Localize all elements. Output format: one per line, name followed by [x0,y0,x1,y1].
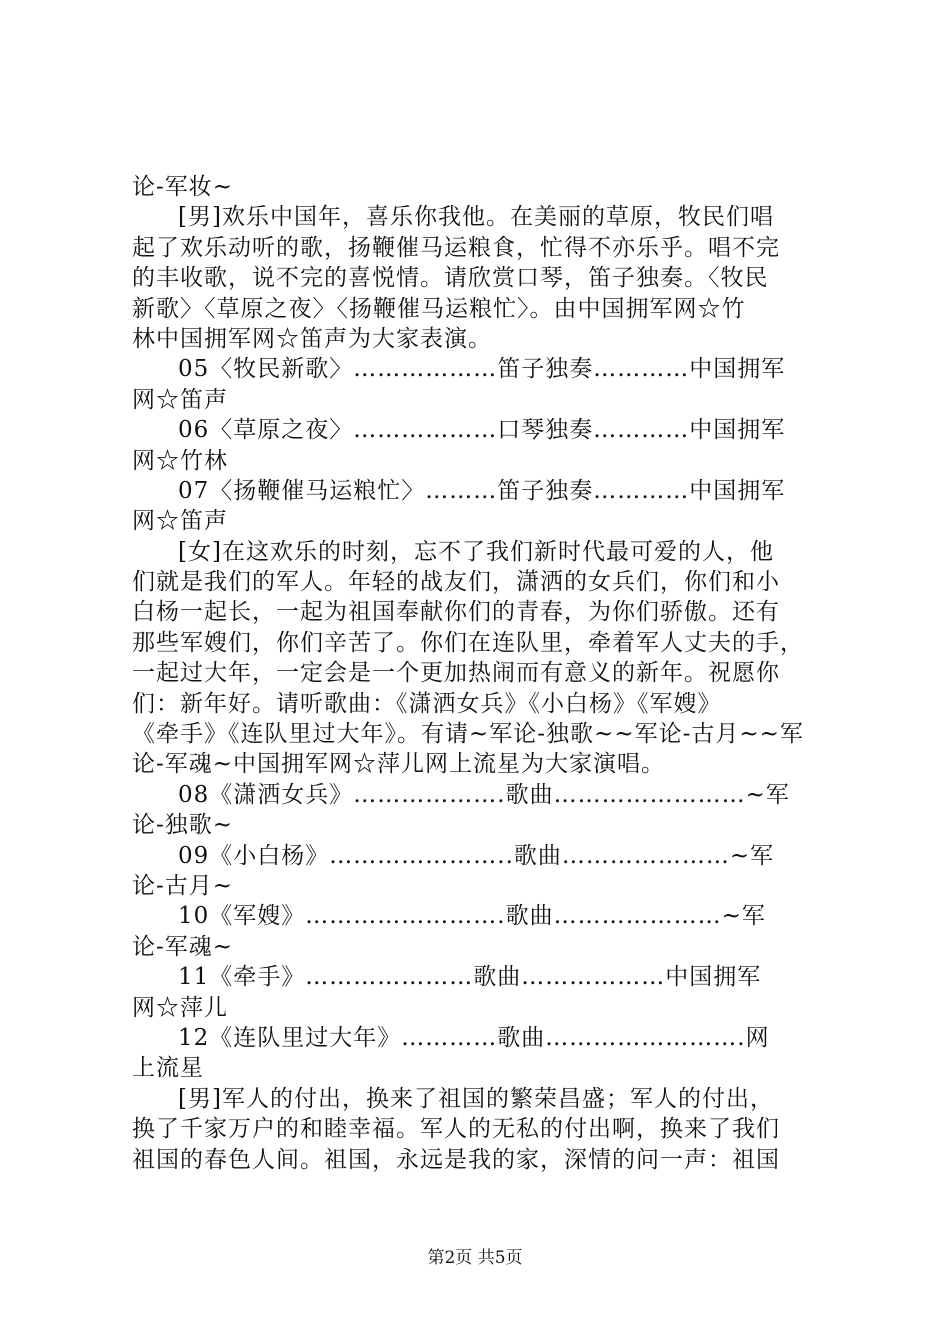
text-line: 论-古月~ [132,872,234,899]
text-line: 论-独歌~ [132,812,234,839]
text-line: 们就是我们的军人。年轻的战友们，潇洒的女兵们，你们和小 [132,569,780,596]
text-line: 换了千家万户的和睦幸福。军人的无私的付出啊，换来了我们 [132,1116,780,1143]
text-line: 网☆笛声 [132,386,228,413]
text-line: 一起过大年，一定会是一个更加热闹而有意义的新年。祝愿你 [132,660,780,687]
program-item-line: 11《牵手》…………………歌曲………………中国拥军 [178,964,762,991]
program-item-line: 10《军嫂》…………………….歌曲…………………~军 [178,903,766,930]
text-line: 论-军妆~ [132,174,234,200]
program-item-line: 08《潇洒女兵》……………….歌曲……………………~军 [178,781,790,808]
text-line: 祖国的春色人间。祖国，永远是我的家，深情的问一声：祖国 [132,1146,780,1173]
text-line: 上流星 [132,1055,204,1082]
program-item-line: 07〈扬鞭催马运粮忙〉………笛子独奏…………中国拥军 [178,477,786,504]
document-body [132,172,832,1175]
program-item-line: 06〈草原之夜〉………………口琴独奏…………中国拥军 [178,417,786,444]
text-line: 论-军魂~ [132,933,234,960]
text-line: 《牵手》《连队里过大年》。有请~军论-独歌~~军论-古月~~军 [132,721,804,748]
text-line: 起了欢乐动听的歌，扬鞭催马运粮食，忙得不亦乐乎。唱不完 [132,234,780,261]
text-line: 新歌〉〈草原之夜〉〈扬鞭催马运粮忙〉。由中国拥军网☆竹 [132,295,746,322]
page-number-footer: 第2页 共5页 [427,1248,523,1268]
paragraph-start-line: [男]欢乐中国年，喜乐你我他。在美丽的草原，牧民们唱 [178,204,774,231]
text-line: 白杨一起长，一起为祖国奉献你们的青春，为你们骄傲。还有 [132,599,780,626]
program-item-line: 09《小白杨》…………………..歌曲…………………~军 [178,842,775,869]
paragraph-start-line: [女]在这欢乐的时刻，忘不了我们新时代最可爱的人，他 [178,538,774,565]
text-line: 网☆笛声 [132,508,228,535]
text-line: 林中国拥军网☆笛声为大家表演。 [132,325,492,352]
text-line: 论-军魂~中国拥军网☆萍儿网上流星为大家演唱。 [132,751,666,778]
program-item-line: 05〈牧民新歌〉………………笛子独奏…………中国拥军 [178,356,786,383]
text-line: 的丰收歌，说不完的喜悦情。请欣赏口琴，笛子独奏。〈牧民 [132,265,769,292]
text-line: 网☆竹林 [132,447,228,474]
text-line: 网☆萍儿 [132,994,228,1021]
paragraph-start-line: [男]军人的付出，换来了祖国的繁荣昌盛；军人的付出， [178,1085,774,1112]
program-item-line: 12《连队里过大年》…………歌曲…………………….网 [178,1024,770,1051]
text-line: 那些军嫂们，你们辛苦了。你们在连队里，牵着军人丈夫的手， [132,629,804,656]
text-line: 们：新年好。请听歌曲：《潇洒女兵》《小白杨》《军嫂》 [132,690,722,717]
